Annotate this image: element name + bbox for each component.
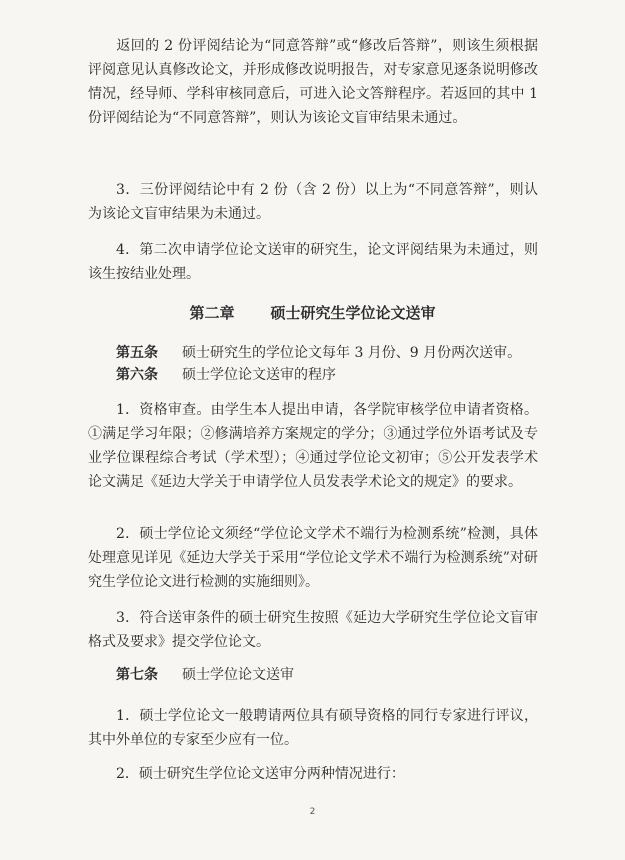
review-item-2: 2．硕士研究生学位论文送审分两种情况进行： [116,766,405,782]
article-label: 第七条 [116,667,158,683]
procedure-item-2: 2．硕士学位论文须经“学位论文学术不端行为检测系统”检测，具体处理意见详见《延边大学关于采用“学位论文学术不端行为检测系统”对研究生学位论文进行检测的实施细则》。 [88,526,538,590]
page-number: 2 [309,807,316,817]
paragraph-item-4: 4．第二次申请学位论文送审的研究生，论文评阅结果为未通过，则该生按结业处理。 [88,242,538,282]
article-text: 硕士学位论文送审的程序 [182,367,336,383]
paragraph-item-3: 3．三份评阅结论中有 2 份（含 2 份）以上为“不同意答辩”，则认为该论文盲审结果为未通过。 [88,182,538,222]
article-label: 第五条 [116,345,158,361]
article-label: 第六条 [116,367,158,383]
article-text: 硕士学位论文送审 [182,667,294,683]
article-7 [116,664,546,686]
article-6 [116,364,546,386]
paragraph-review-result-pass: 返回的 2 份评阅结论为“同意答辩”或“修改后答辩”，则该生须根据评阅意见认真修改论文，并形成修改说明报告，对专家意见逐条说明修改情况，经导师、学科审核同意后，可进入论文答辩程序。若返回的其中 1 份评阅结论为“不同意答辩”，则认为该论文盲审结果未通过。 [88,38,538,126]
procedure-item-3: 3．符合送审条件的硕士研究生按照《延边大学研究生学位论文盲审格式及要求》提交学位论文。 [88,610,538,650]
article-text: 硕士研究生的学位论文每年 3 月份、9 月份两次送审。 [182,345,522,361]
review-item-1: 1．硕士学位论文一般聘请两位具有硕导资格的同行专家进行评议，其中外单位的专家至少应有一位。 [88,708,538,748]
chapter-number: 第二章 [189,304,235,322]
article-5 [116,342,546,364]
chapter-title: 硕士研究生学位论文送审 [270,304,436,322]
chapter-heading [0,302,625,323]
procedure-item-1: 1．资格审查。由学生本人提出申请，各学院审核学位申请者资格。①满足学习年限；②修满培养方案规定的学分；③通过学位外语考试及专业学位课程综合考试（学术型）；④通过学位论文初审；⑤公开发表学术论文满足《延边大学关于申请学位人员发表学术论文的规定》的要求。 [88,402,538,490]
